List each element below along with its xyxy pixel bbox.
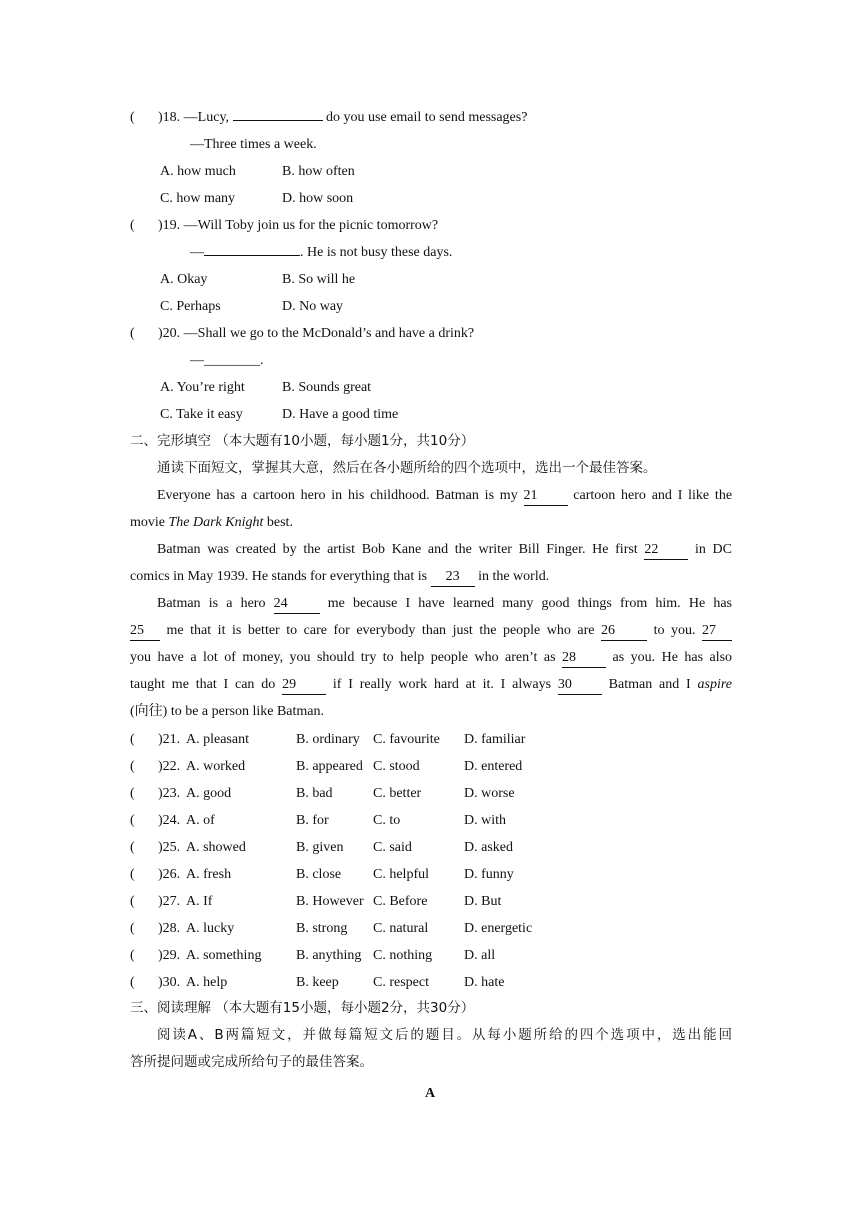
option-a: A. of — [186, 813, 215, 828]
option-a: A. fresh — [186, 867, 232, 882]
passage-line: taught me that I can do 29 if I really work hard at it. I always 30 Batman and I aspire — [130, 671, 732, 698]
answer-paren: ( — [130, 921, 135, 936]
option-d: D. worse — [464, 786, 515, 801]
section-3-instruction: 阅读A、B两篇短文，并做每篇短文后的题目。从每小题所给的四个选项中，选出能回 — [157, 1027, 732, 1043]
question-number: )22. — [158, 759, 181, 774]
option-c: C. better — [373, 786, 422, 801]
option-b: B. for — [296, 813, 329, 828]
answer-blank — [233, 120, 323, 121]
question-number: )24. — [158, 813, 181, 828]
option-d: D. asked — [464, 840, 513, 855]
answer-paren: ( — [130, 786, 135, 801]
option-d: D. But — [464, 894, 502, 909]
blank-22: 22 — [644, 541, 688, 560]
passage-line: Everyone has a cartoon hero in his childhood. Batman is my 21 cartoon hero and I like the — [157, 482, 732, 509]
exam-page: ( )18. —Lucy, do you use email to send messages? —Three times a week. A. how much B. how often C. how many D. how soon ( )19. —Will Toby join us for the picnic tomorrow? — . He is not busy these days. A. Okay B. So will he C. Perhaps D. No way ( )20. —Shall we go to the McDonald’s and have a drink? —________. A. You’re right B. Sounds great C. Take it easy D. Have a good time 二、完形填空 （本大题有10小题，每小题1分，共10分） 通读下面短文，掌握其大意，然后在各小题所给的四个选项中，选出一个最佳答案。 Everyone has a cartoon hero in his childhood. Batman is my 21 cartoon hero and I like the movie The Dark Knight best. Batman was created by the artist Bob Kane and the writer Bill Finger. He first 22 in DC comics in May 1939. He stands for everything that is 23 in the world. Batman is a hero 24 me because I have learned many good things from him. He has 25 me that it is better to care for everybody than just the people who are 26 to you. 27 you have a lot of money, you should try to help people who aren’t as 28 as you. He has also taught me that I can do 29 if I really work hard at it. I always 30 Batman and I aspire (向往) to be a person like Batman. ( )21. A. pleasant B. ordinary C. favourite D. familiar ( )22. A. worked B. appeared C. stood D. entered ( )23. A. good B. bad C. better D. worse ( )24. A. of B. for C. to D. with ( )25. A. showed B. given C. said D. asked ( )26. A. fresh B. close C. helpful D. funny ( )27. A. If B. However C. Before D. But ( )28. A. lucky B. strong C. natural D. energetic ( )29. A. something B. anything C. nothing D. all ( )30. A. help B. keep C. respect D. hate 三、阅读理解 （本大题有15小题，每小题2分，共30分） 阅读A、B两篇短文，并做每篇短文后的题目。从每小题所给的四个选项中，选出能回 答所提问题或完成所给句子的最佳答案。 A — [0, 0, 860, 1216]
option-b: B. ordinary — [296, 732, 360, 747]
blank-27: 27 — [702, 622, 732, 641]
option-a: A. worked — [186, 759, 246, 774]
option-b: B. keep — [296, 975, 339, 990]
question-number: )27. — [158, 894, 181, 909]
option-c: C. natural — [373, 921, 429, 936]
option-d: D. familiar — [464, 732, 526, 747]
option-a: A. something — [186, 948, 262, 963]
question-number: )29. — [158, 948, 181, 963]
question-stem: )20. —Shall we go to the McDonald’s and have a drink? — [158, 326, 475, 341]
option-a: A. good — [186, 786, 232, 801]
option-a: A. how much — [160, 164, 236, 179]
option-c: C. favourite — [373, 732, 440, 747]
answer-paren: ( — [130, 975, 135, 990]
option-a: A. pleasant — [186, 732, 249, 747]
option-d: D. with — [464, 813, 506, 828]
option-c: C. to — [373, 813, 401, 828]
option-c: C. nothing — [373, 948, 433, 963]
answer-blank — [204, 255, 300, 256]
option-c: C. stood — [373, 759, 420, 774]
answer-paren: ( — [130, 894, 135, 909]
option-a: A. lucky — [186, 921, 235, 936]
option-d: D. hate — [464, 975, 505, 990]
option-c: C. Before — [373, 894, 428, 909]
option-a: A. Okay — [160, 272, 208, 287]
question-number: )26. — [158, 867, 181, 882]
option-b: B. So will he — [282, 272, 356, 287]
movie-title: The Dark Knight — [168, 515, 264, 530]
option-c: C. Take it easy — [160, 407, 243, 422]
option-b: B. bad — [296, 786, 333, 801]
passage-label: A — [424, 1086, 436, 1101]
option-c: C. respect — [373, 975, 429, 990]
answer-paren: ( — [130, 218, 135, 233]
option-d: D. all — [464, 948, 496, 963]
option-d: D. entered — [464, 759, 523, 774]
blank-28: 28 — [562, 649, 606, 668]
option-d: D. No way — [282, 299, 344, 314]
option-b: B. Sounds great — [282, 380, 372, 395]
answer-paren: ( — [130, 867, 135, 882]
blank-30: 30 — [558, 676, 602, 695]
option-b: B. how often — [282, 164, 355, 179]
option-c: C. said — [373, 840, 412, 855]
answer-paren: ( — [130, 813, 135, 828]
question-number: )21. — [158, 732, 181, 747]
option-a: A. You’re right — [160, 380, 245, 395]
question-number: )23. — [158, 786, 181, 801]
passage-line: 25 me that it is better to care for everybody than just the people who are 26 to you. 27 — [130, 617, 732, 644]
blank-23: 23 — [431, 568, 475, 587]
answer-paren: ( — [130, 326, 135, 341]
option-a: A. showed — [186, 840, 246, 855]
answer-paren: ( — [130, 110, 135, 125]
blank-26: 26 — [601, 622, 647, 641]
blank-21: 21 — [524, 487, 568, 506]
answer-paren: ( — [130, 759, 135, 774]
question-number: )28. — [158, 921, 181, 936]
question-number: )25. — [158, 840, 181, 855]
option-c: C. Perhaps — [160, 299, 221, 314]
option-d: D. Have a good time — [282, 407, 399, 422]
option-b: B. However — [296, 894, 364, 909]
option-d: D. funny — [464, 867, 514, 882]
option-a: A. If — [186, 894, 213, 909]
option-c: C. how many — [160, 191, 236, 206]
blank-24: 24 — [274, 595, 320, 614]
question-number: )30. — [158, 975, 181, 990]
option-d: D. how soon — [282, 191, 354, 206]
option-b: B. strong — [296, 921, 348, 936]
question-stem: )18. —Lucy, do you use email to send messages? — [158, 110, 528, 125]
answer-paren: ( — [130, 948, 135, 963]
blank-29: 29 — [282, 676, 326, 695]
question-stem: )19. —Will Toby join us for the picnic tomorrow? — [158, 218, 439, 233]
blank-25: 25 — [130, 622, 160, 641]
answer-paren: ( — [130, 732, 135, 747]
passage-line: Batman is a hero 24 me because I have learned many good things from him. He has — [157, 590, 732, 617]
option-b: B. anything — [296, 948, 362, 963]
option-a: A. help — [186, 975, 228, 990]
passage-line: you have a lot of money, you should try to help people who aren’t as 28 as you. He has also — [130, 644, 732, 671]
option-b: B. appeared — [296, 759, 363, 774]
option-d: D. energetic — [464, 921, 533, 936]
option-b: B. given — [296, 840, 344, 855]
option-c: C. helpful — [373, 867, 429, 882]
answer-paren: ( — [130, 840, 135, 855]
passage-line: Batman was created by the artist Bob Kane and the writer Bill Finger. He first 22 in DC — [157, 536, 732, 563]
option-b: B. close — [296, 867, 342, 882]
